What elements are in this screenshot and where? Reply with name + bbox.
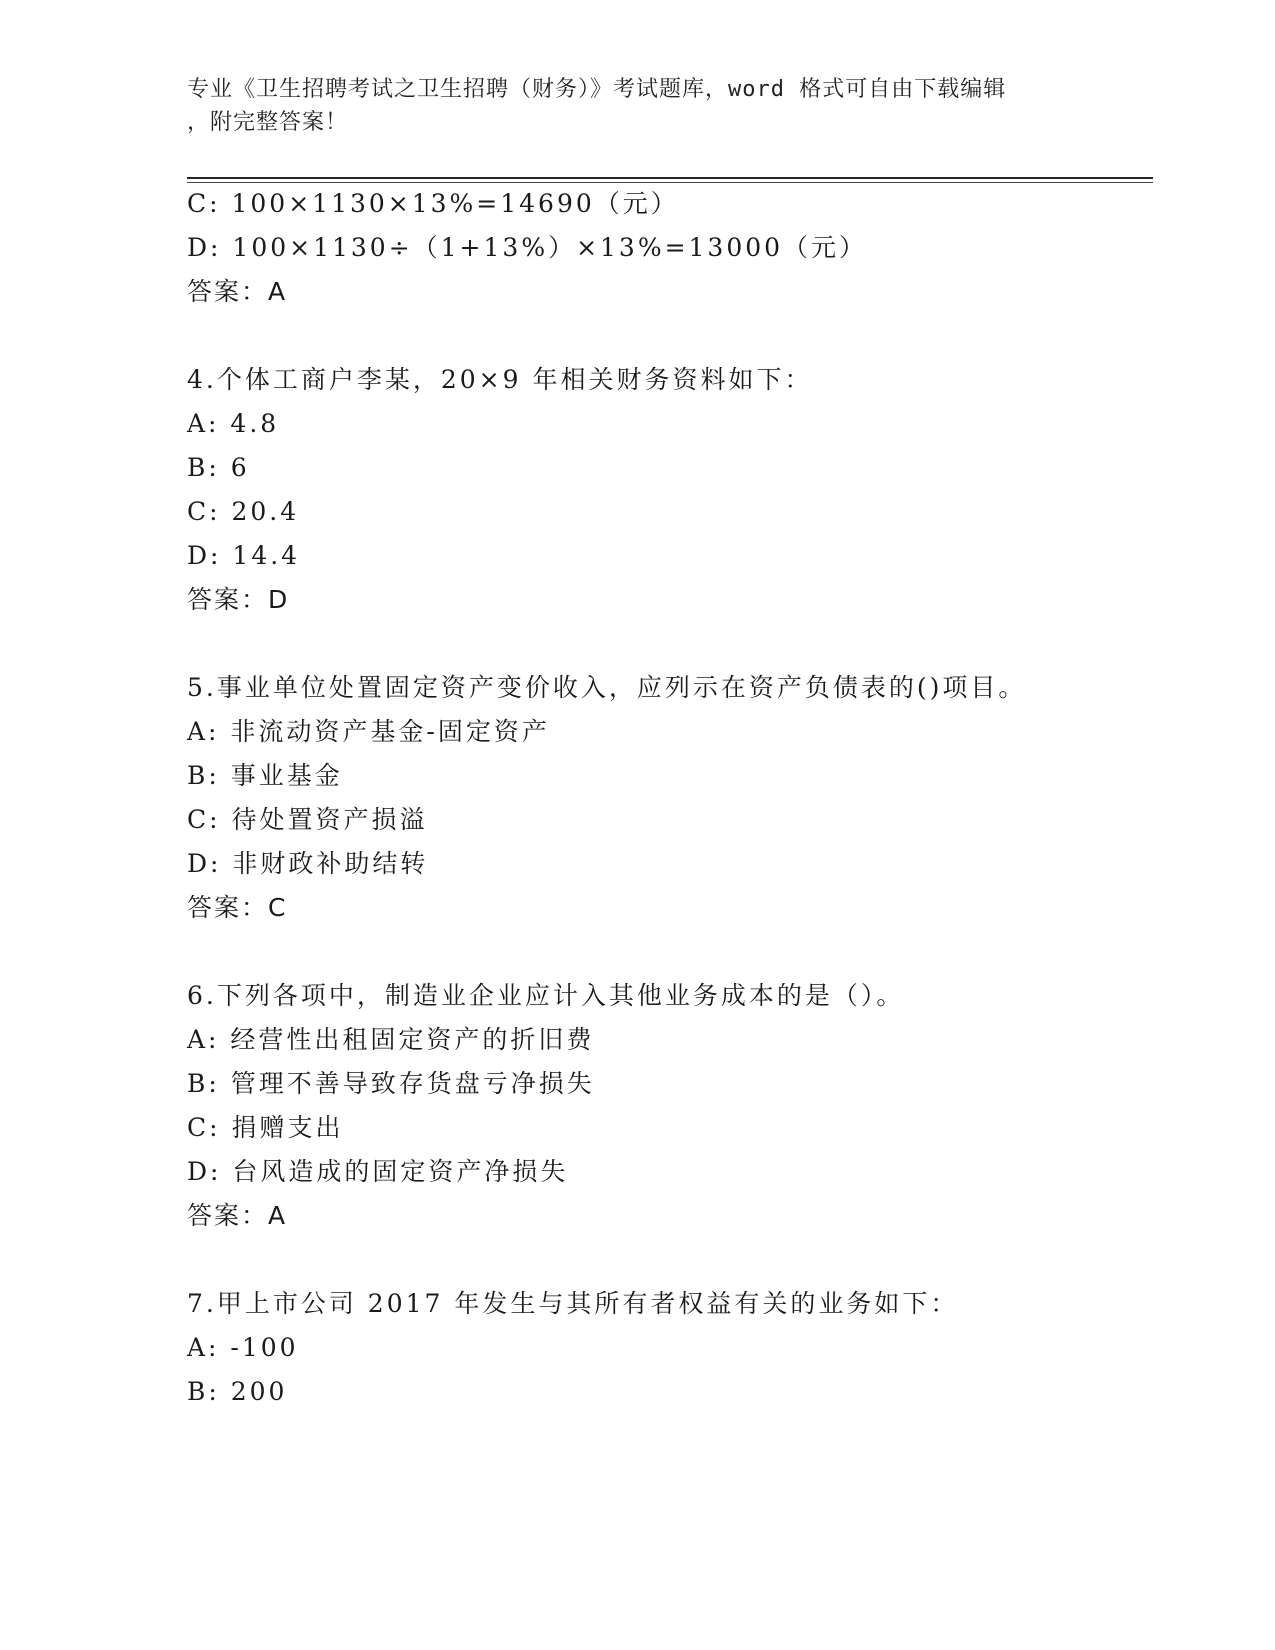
option-line: B: 事业基金 (187, 761, 343, 790)
question-line: 7.甲上市公司 2017 年发生与其所有者权益有关的业务如下： (187, 1289, 959, 1318)
option-line: A: 4.8 (187, 409, 280, 438)
option-line: D: 台风造成的固定资产净损失 (187, 1157, 569, 1186)
answer-line: 答案：D (187, 585, 290, 614)
answer-line: 答案：A (187, 1201, 288, 1230)
option-line: A: 经营性出租固定资产的折旧费 (187, 1025, 595, 1054)
header-line-2: ，附完整答案！ (187, 110, 349, 135)
option-line: C: 20.4 (187, 497, 300, 526)
option-line: B: 管理不善导致存货盘亏净损失 (187, 1069, 595, 1098)
question-line: 6.下列各项中，制造业企业应计入其他业务成本的是（）。 (187, 981, 905, 1010)
option-line: C: 捐赠支出 (187, 1113, 344, 1142)
question-line: 4.个体工商户李某，20×9 年相关财务资料如下： (187, 365, 813, 394)
option-line: D: 非财政补助结转 (187, 849, 429, 878)
option-line: A: 非流动资产基金-固定资产 (187, 717, 550, 746)
question-line: 5.事业单位处置固定资产变价收入，应列示在资产负债表的()项目。 (187, 673, 1027, 702)
header-line-1: 专业《卫生招聘考试之卫生招聘（财务）》考试题库，word 格式可自由下载编辑 (187, 77, 1007, 102)
answer-line: 答案：C (187, 893, 288, 922)
option-line: C: 待处置资产损溢 (187, 805, 428, 834)
option-line: D: 14.4 (187, 541, 301, 570)
header-divider-thick (187, 177, 1153, 179)
answer-line: 答案：A (187, 277, 288, 306)
option-line: D: 100×1130÷（1+13%）×13%=13000（元） (187, 233, 868, 262)
header-divider-thin (187, 182, 1153, 183)
document-header (187, 73, 1087, 139)
option-line: B: 6 (187, 453, 250, 482)
option-line: C: 100×1130×13%=14690（元） (187, 189, 679, 218)
option-line: B: 200 (187, 1377, 288, 1406)
option-line: A: -100 (187, 1333, 299, 1362)
